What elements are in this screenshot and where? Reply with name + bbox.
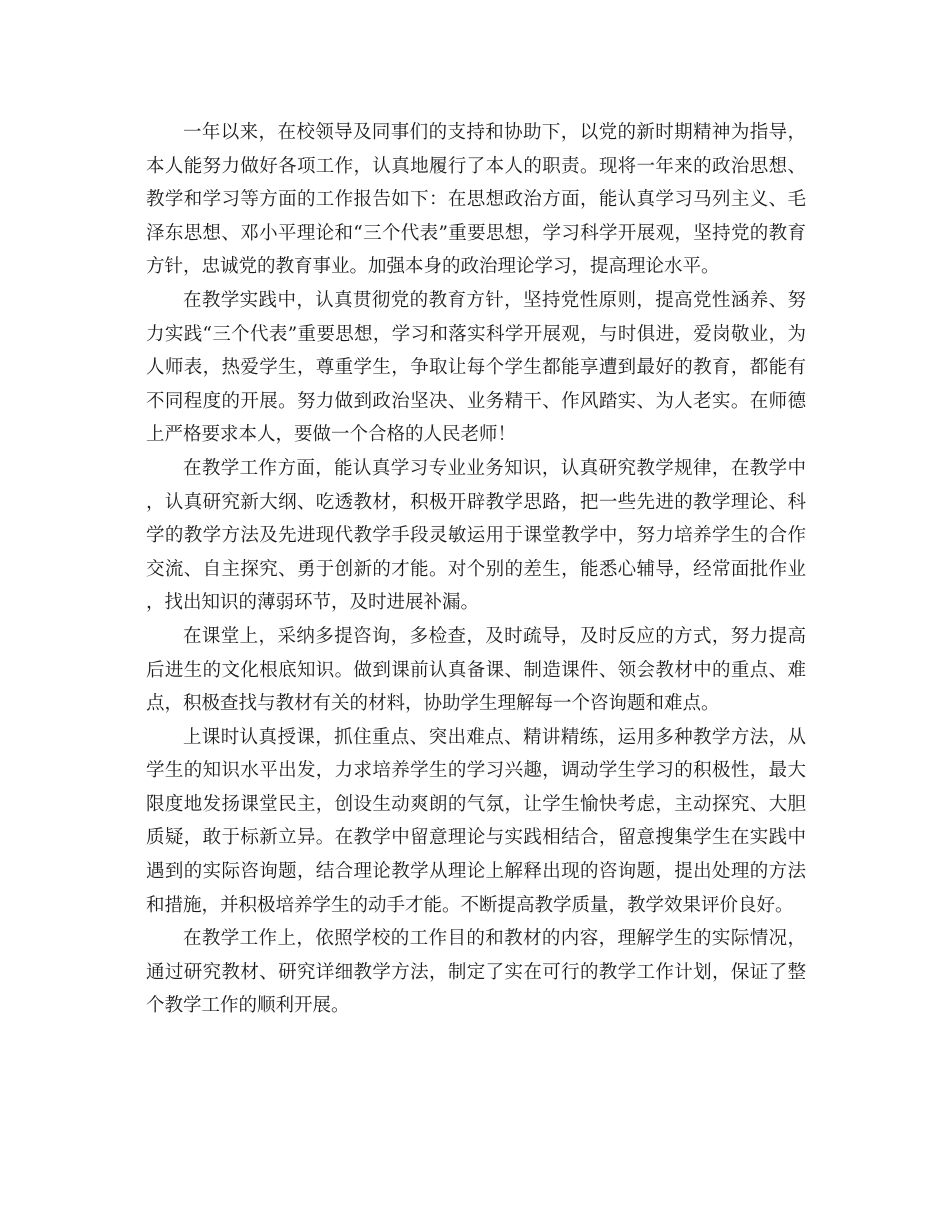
paragraph-3: 在教学工作方面，能认真学习专业业务知识，认真研究教学规律，在教学中，认真研究新大纲、吃透教材，积极开辟教学思路，把一些先进的教学理论、科学的教学方法及先进现代教学手段灵敏运用于课堂教学中，努力培养学生的合作交流、自主探究、勇于创新的才能。对个别的差生，能悉心辅导，经常面批作业，找出知识的薄弱环节，及时进展补漏。	[146, 457, 806, 614]
paragraph-6: 在教学工作上，依照学校的工作目的和教材的内容，理解学生的实际情况，通过研究教材、研究详细教学方法，制定了实在可行的教学工作计划，保证了整个教学工作的顺利开展。	[146, 928, 806, 1017]
paragraph-5: 上课时认真授课，抓住重点、突出难点、精讲精练，运用多种教学方法，从学生的知识水平出发，力求培养学生的学习兴趣，调动学生学习的积极性，最大限度地发扬课堂民主，创设生动爽朗的气氛，让学生愉快考虑，主动探究、大胆质疑，敢于标新立异。在教学中留意理论与实践相结合，留意搜集学生在实践中遇到的实际咨询题，结合理论教学从理论上解释出现的咨询题，提出处理的方法和措施，并积极培养学生的动手才能。不断提高教学质量，教学效果评价良好。	[146, 726, 806, 916]
paragraph-4: 在课堂上，采纳多提咨询，多检查，及时疏导，及时反应的方式，努力提高后进生的文化根底知识。做到课前认真备课、制造课件、领会教材中的重点、难点，积极查找与教材有关的材料，协助学生理解每一个咨询题和难点。	[146, 625, 806, 715]
paragraph-1: 一年以来，在校领导及同事们的支持和协助下，以党的新时期精神为指导，本人能努力做好各项工作，认真地履行了本人的职责。现将一年来的政治思想、教学和学习等方面的工作报告如下：在思想政治方面，能认真学习马列主义、毛泽东思想、邓小平理论和“三个代表”重要思想，学习科学开展观，坚持党的教育方针，忠诚党的教育事业。加强本身的政治理论学习，提高理论水平。	[146, 122, 806, 278]
document-body	[146, 116, 806, 1023]
paragraph-2: 在教学实践中，认真贯彻党的教育方针，坚持党性原则，提高党性涵养、努力实践“三个代表”重要思想，学习和落实科学开展观，与时俱进，爱岗敬业，为人师表，热爱学生，尊重学生，争取让每个学生都能享遭到最好的教育，都能有不同程度的开展。努力做到政治坚决、业务精干、作风踏实、为人老实。在师德上严格要求本人，要做一个合格的人民老师！	[146, 289, 806, 446]
